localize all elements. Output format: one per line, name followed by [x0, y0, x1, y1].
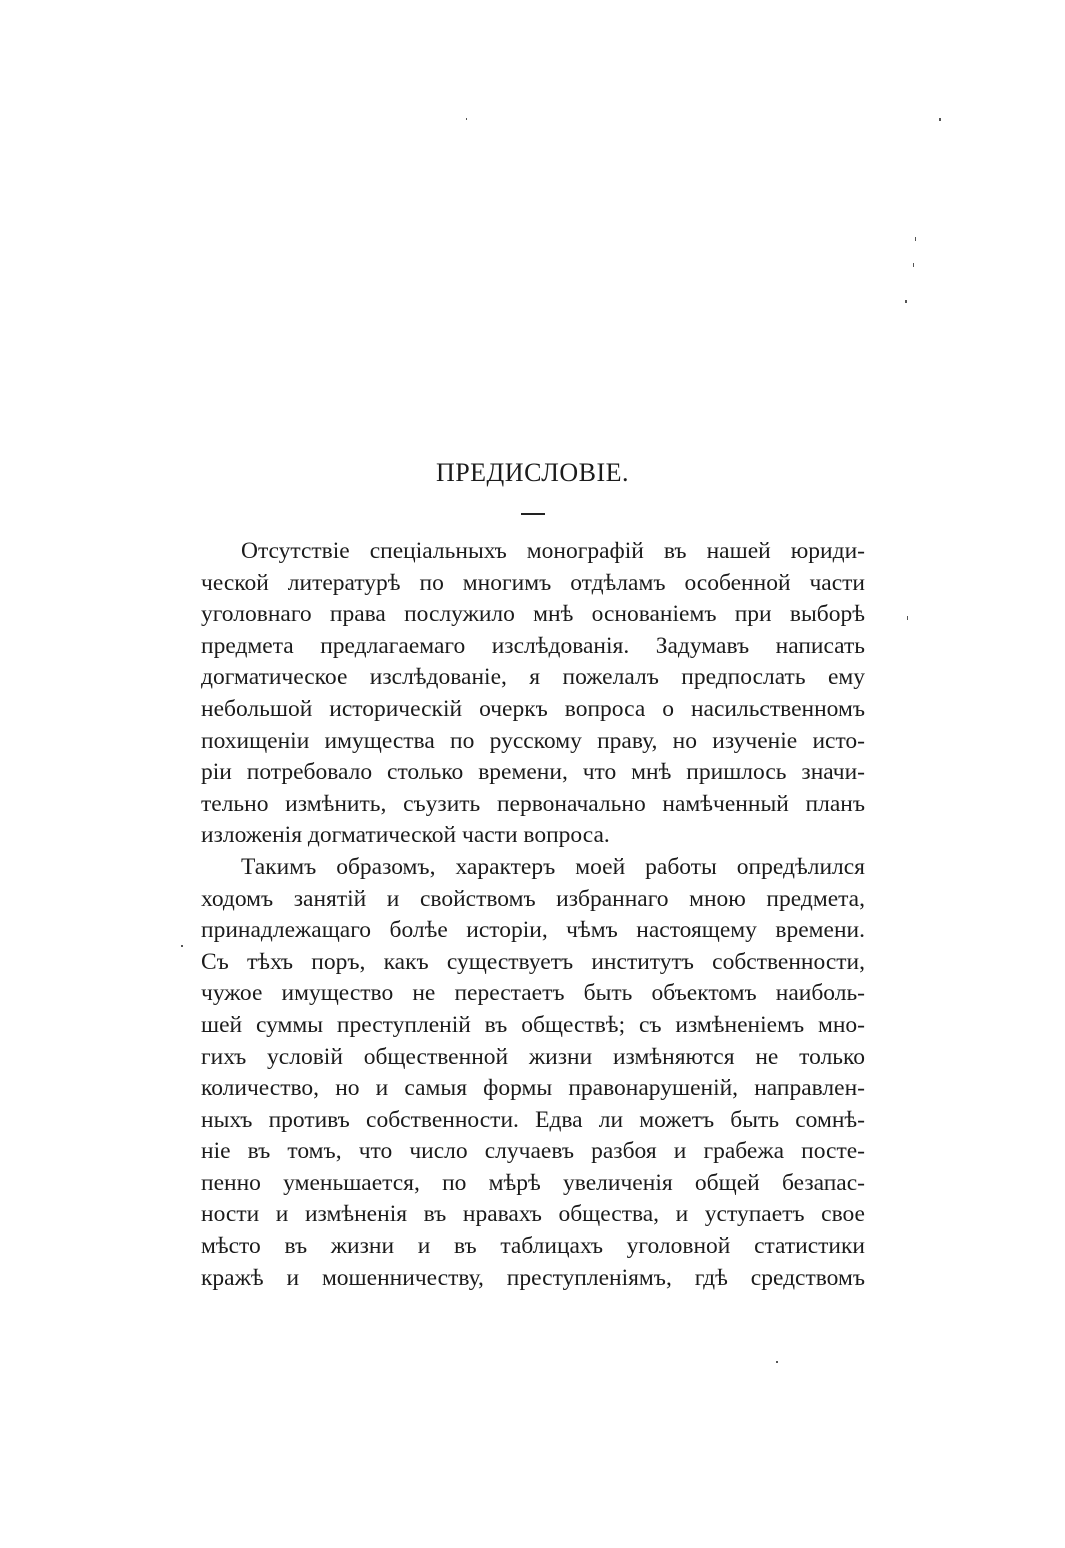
text-line: ніе въ томъ, что число случаевъ разбоя и грабежа посте- [201, 1138, 865, 1165]
text-line: ріи потребовало столько времени, что мнѣ пришлось значи- [201, 759, 865, 786]
scan-speck [905, 300, 907, 303]
text-line: гихъ условій общественной жизни измѣняются не только [201, 1043, 865, 1070]
text-line: кражѣ и мошенничеству, преступленіямъ, гдѣ средствомъ [201, 1264, 865, 1291]
text-line: ходомъ занятій и свойствомъ избраннаго мною предмета, [201, 885, 865, 912]
page-title: ПРЕДИСЛОВІЕ. [435, 458, 630, 487]
text-line: похищеніи имущества по русскому праву, но изученіе исто- [201, 727, 865, 754]
scan-speck [776, 1361, 778, 1363]
text-line: уголовнаго права послужило мнѣ основаніемъ при выборѣ [201, 601, 865, 628]
scan-speck [915, 237, 916, 241]
text-line: шей суммы преступленій въ обществѣ; съ измѣненіемъ мно- [201, 1011, 865, 1038]
text-line: предмета предлагаемаго изслѣдованія. Задумавъ написать [201, 632, 865, 659]
scan-speck [939, 118, 941, 121]
text-line: чужое имущество не перестаетъ быть объектомъ наиболь- [201, 980, 865, 1007]
body-text [201, 536, 865, 1294]
title-divider [521, 513, 545, 515]
text-line: Отсутствіе спеціальныхъ монографій въ нашей юриди- [241, 538, 865, 564]
text-line: мѣсто въ жизни и въ таблицахъ уголовной статистики [201, 1233, 865, 1260]
text-line: изложенія догматической части вопроса. [201, 822, 610, 849]
scan-speck [907, 616, 908, 620]
text-line: количество, но и самыя формы правонарушеній, направлен- [201, 1075, 865, 1102]
text-line: небольшой историческій очеркъ вопроса о насильственномъ [201, 695, 865, 722]
scan-speck [913, 263, 914, 267]
text-line: принадлежащаго болѣе исторіи, чѣмъ настоящему времени. [201, 917, 865, 944]
text-line: Такимъ образомъ, характеръ моей работы опредѣлился [241, 853, 865, 880]
text-line: Съ тѣхъ поръ, какъ существуетъ институтъ собственности, [201, 948, 865, 975]
scan-speck [466, 118, 467, 120]
text-line: ческой литературѣ по многимъ отдѣламъ особенной части [201, 569, 865, 596]
text-line: пенно уменьшается, по мѣрѣ увеличенія общей безапас- [201, 1169, 865, 1196]
text-line: ности и измѣненія въ нравахъ общества, и уступаетъ свое [201, 1201, 865, 1228]
text-line: тельно измѣнить, съузить первоначально намѣченный планъ [201, 790, 865, 817]
scan-speck [181, 945, 183, 947]
text-line: догматическое изслѣдованіе, я пожелалъ предпослать ему [201, 664, 865, 691]
text-line: ныхъ противъ собственности. Едва ли можетъ быть сомнѣ- [201, 1106, 865, 1133]
